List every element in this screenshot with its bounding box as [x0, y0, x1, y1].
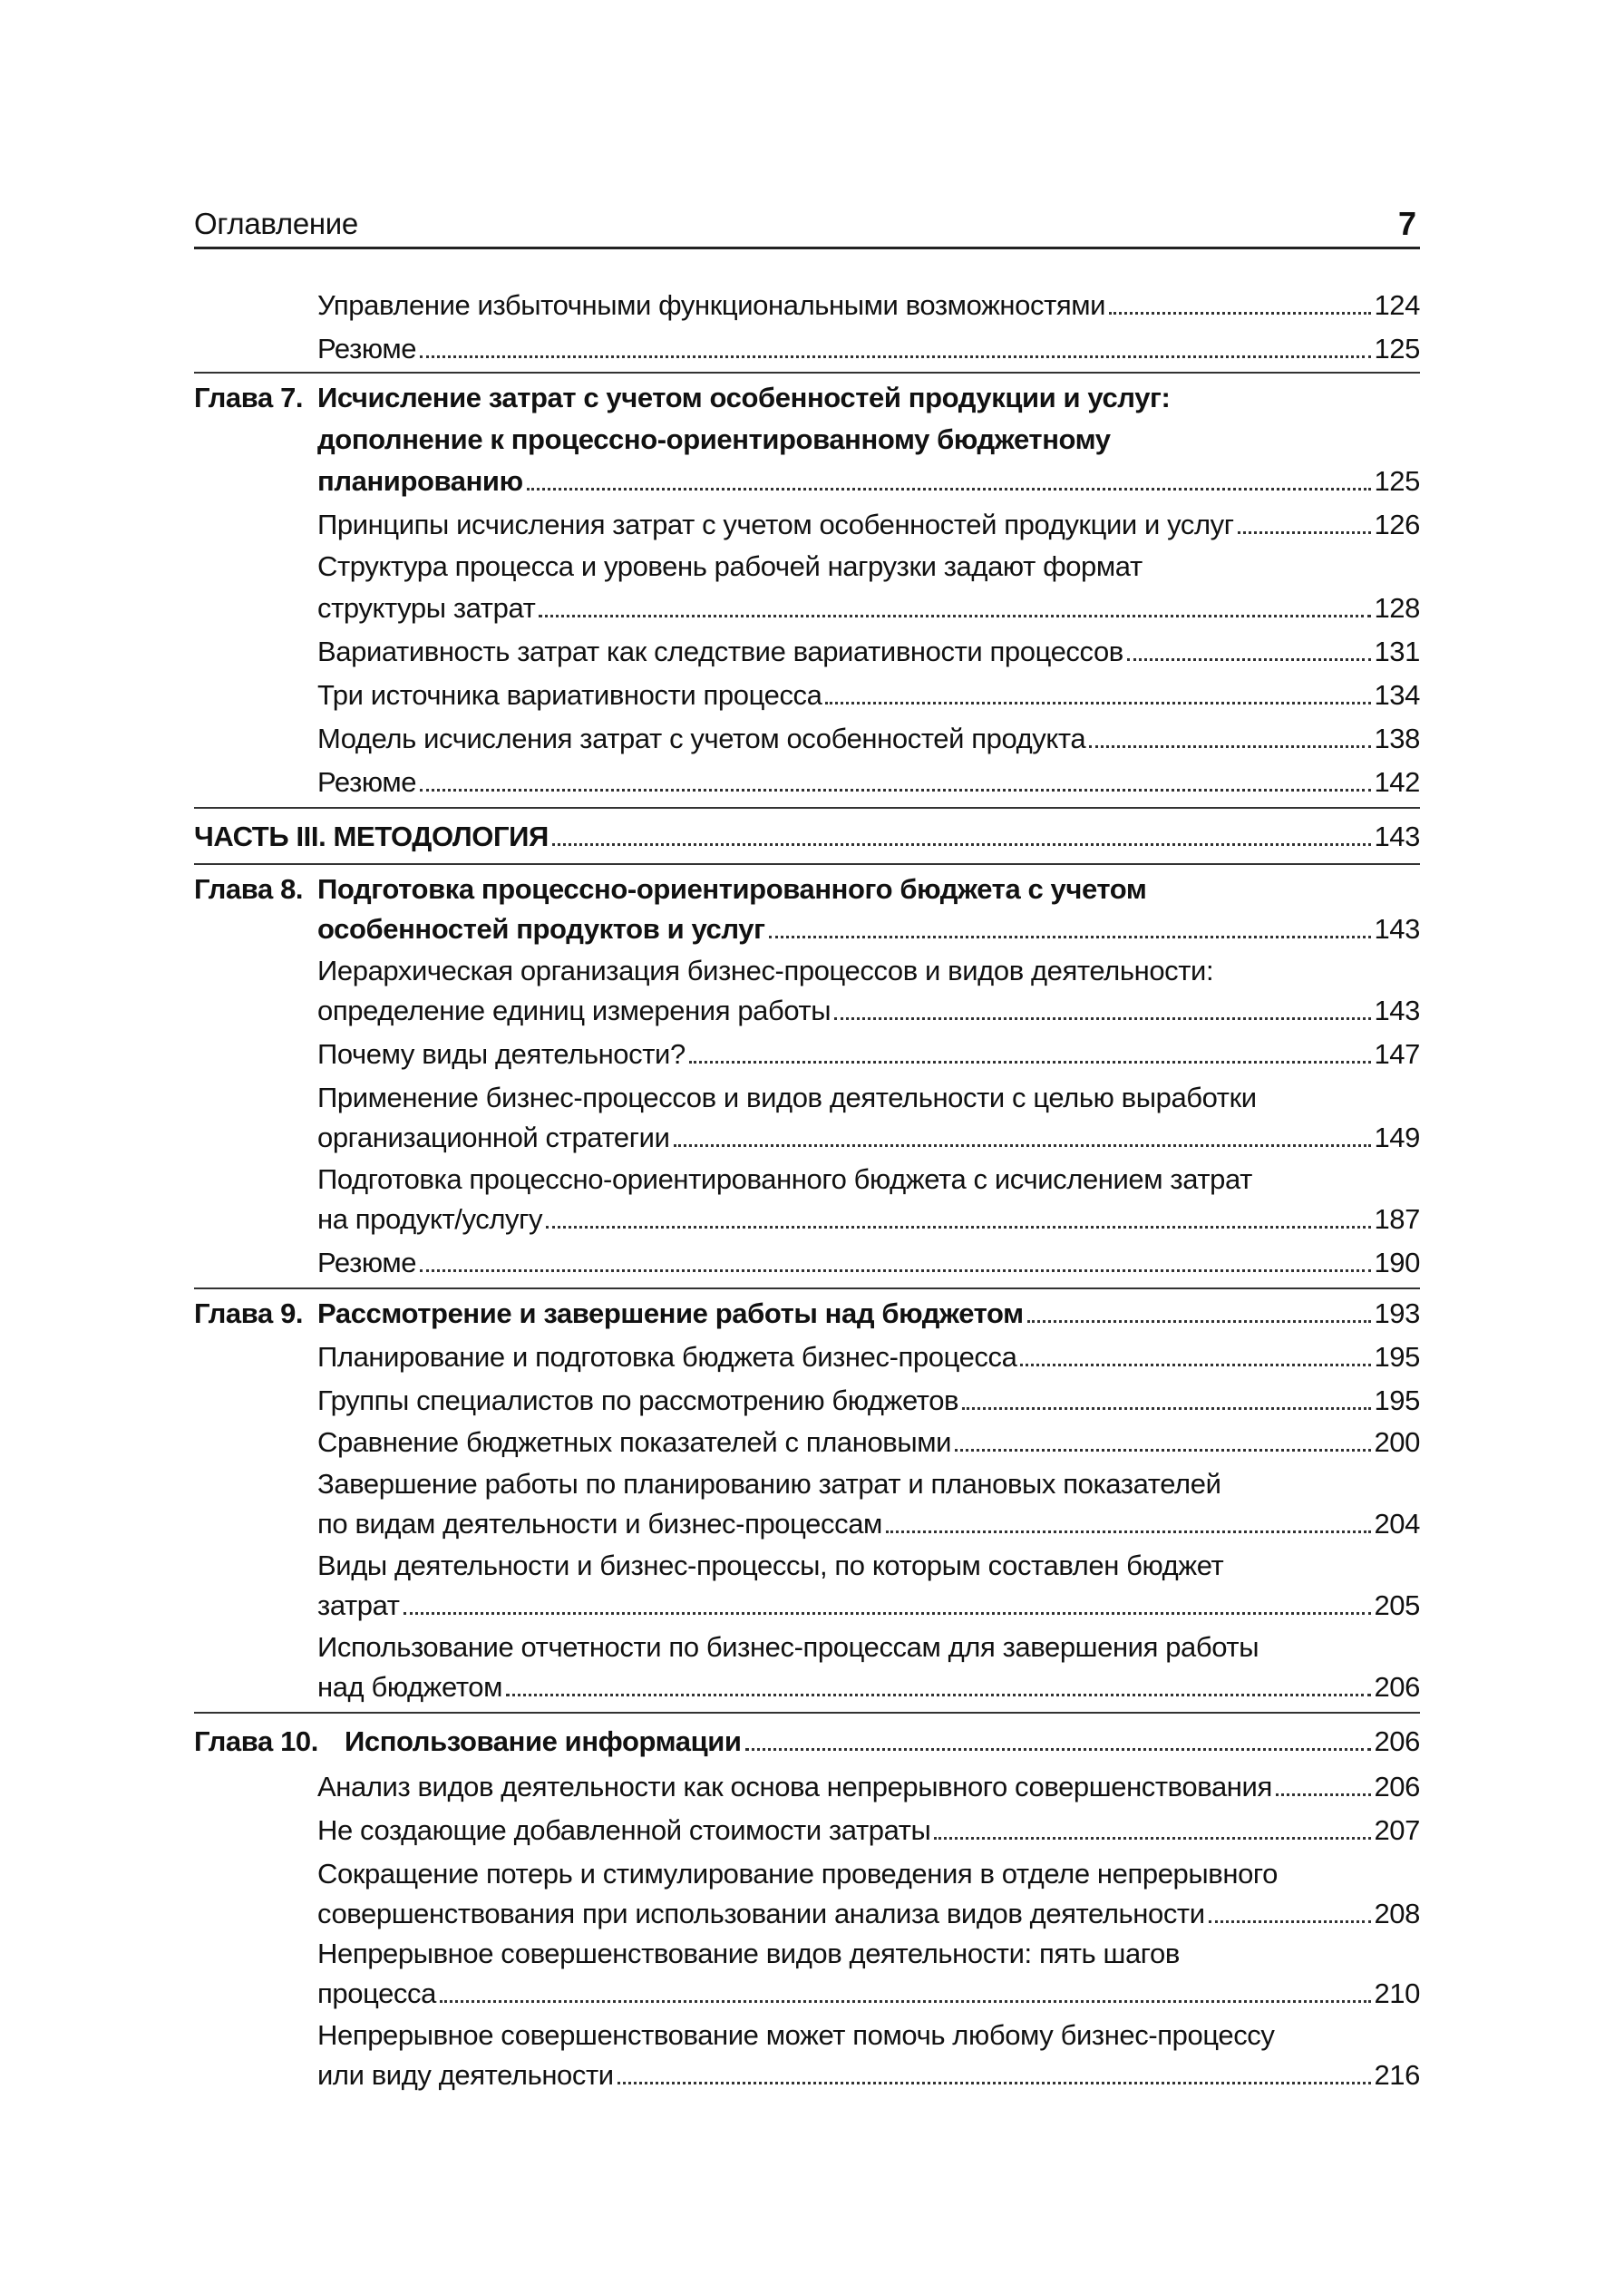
chapter-7-entry[interactable]: планированию 125: [317, 465, 1420, 497]
divider: [194, 1287, 1420, 1289]
page-number: 7: [1397, 205, 1416, 242]
toc-page: 138: [1374, 723, 1420, 754]
toc-entry-line1[interactable]: Подготовка процессно-ориентированного бюджета с исчислением затрат: [317, 1163, 1252, 1195]
toc-entry[interactable]: структуры затрат 128: [317, 592, 1420, 624]
toc-entry-line1[interactable]: Сокращение потерь и стимулирование проведения в отделе непрерывного: [317, 1858, 1278, 1890]
toc-entry[interactable]: процесса 210: [317, 1977, 1420, 2009]
toc-page: 207: [1374, 1814, 1420, 1846]
toc-page: 126: [1374, 509, 1420, 540]
toc-entry[interactable]: на продукт/услугу 187: [317, 1203, 1420, 1235]
divider: [194, 807, 1420, 809]
toc-page: 124: [1374, 289, 1420, 321]
toc-page: 190: [1374, 1247, 1420, 1278]
toc-page: 193: [1374, 1297, 1420, 1329]
toc-entry-line1[interactable]: Применение бизнес-процессов и видов деятельности с целью выработки: [317, 1082, 1257, 1113]
toc-page: 142: [1374, 766, 1420, 798]
toc-entry[interactable]: Резюме 142: [317, 766, 1420, 798]
toc-entry[interactable]: Резюме 125: [317, 333, 1420, 364]
toc-entry-line1[interactable]: Виды деятельности и бизнес-процессы, по которым составлен бюджет: [317, 1550, 1224, 1581]
toc-entry[interactable]: Почему виды деятельности? 147: [317, 1038, 1420, 1070]
toc-entry-line1[interactable]: Непрерывное совершенствование может помочь любому бизнес-процессу: [317, 2019, 1275, 2051]
chapter-10-label: Глава 10.: [194, 1725, 318, 1757]
toc-entry[interactable]: по видам деятельности и бизнес-процессам 204: [317, 1508, 1420, 1540]
toc-page: 208: [1374, 1898, 1420, 1929]
divider: [194, 1712, 1420, 1714]
toc-page: 206: [1374, 1725, 1420, 1757]
toc-page: 195: [1374, 1385, 1420, 1416]
toc-page: 143: [1374, 913, 1420, 945]
toc-entry[interactable]: Принципы исчисления затрат с учетом особенностей продукции и услуг 126: [317, 509, 1420, 540]
chapter-10-entry[interactable]: Использование информации 206: [345, 1725, 1420, 1757]
toc-page: 210: [1374, 1977, 1420, 2009]
toc-entry[interactable]: Управление избыточными функциональными возможностями 124: [317, 289, 1420, 321]
toc-entry-line1[interactable]: Структура процесса и уровень рабочей нагрузки задают формат: [317, 550, 1143, 582]
toc-page: 143: [1374, 995, 1420, 1026]
chapter-7-title-line2[interactable]: дополнение к процессно-ориентированному бюджетному: [317, 423, 1111, 455]
toc-page: 195: [1374, 1341, 1420, 1373]
toc-page: 147: [1374, 1038, 1420, 1070]
toc-page: 187: [1374, 1203, 1420, 1235]
toc-entry[interactable]: Вариативность затрат как следствие вариативности процессов 131: [317, 636, 1420, 667]
toc-entry[interactable]: затрат 205: [317, 1589, 1420, 1621]
chapter-7-label: Глава 7.: [194, 382, 304, 413]
toc-entry[interactable]: Сравнение бюджетных показателей с плановыми 200: [317, 1426, 1420, 1458]
toc-entry[interactable]: Три источника вариативности процесса 134: [317, 679, 1420, 711]
running-header-title: Оглавление: [194, 207, 358, 240]
chapter-9-label: Глава 9.: [194, 1297, 304, 1329]
toc-page: 204: [1374, 1508, 1420, 1540]
toc-entry[interactable]: Анализ видов деятельности как основа непрерывного совершенствования 206: [317, 1771, 1420, 1802]
toc-entry-line1[interactable]: Иерархическая организация бизнес-процессов и видов деятельности:: [317, 955, 1214, 986]
toc-page: 125: [1374, 333, 1420, 364]
toc-page: 206: [1374, 1671, 1420, 1703]
toc-entry-line1[interactable]: Завершение работы по планированию затрат и плановых показателей: [317, 1468, 1221, 1500]
toc-entry-line1[interactable]: Использование отчетности по бизнес-процессам для завершения работы: [317, 1631, 1259, 1663]
toc-entry[interactable]: Группы специалистов по рассмотрению бюджетов 195: [317, 1385, 1420, 1416]
toc-entry[interactable]: организационной стратегии 149: [317, 1122, 1420, 1153]
toc-entry[interactable]: определение единиц измерения работы 143: [317, 995, 1420, 1026]
divider: [194, 863, 1420, 865]
toc-page: 128: [1374, 592, 1420, 624]
toc-page: 143: [1374, 821, 1420, 852]
toc-page: 149: [1374, 1122, 1420, 1153]
toc-entry[interactable]: Не создающие добавленной стоимости затраты 207: [317, 1814, 1420, 1846]
chapter-8-entry[interactable]: особенностей продуктов и услуг 143: [317, 913, 1420, 945]
toc-page: 134: [1374, 679, 1420, 711]
toc-page: 131: [1374, 636, 1420, 667]
toc-entry[interactable]: над бюджетом 206: [317, 1671, 1420, 1703]
chapter-8-title-line1[interactable]: Подготовка процессно-ориентированного бюджета с учетом: [317, 873, 1147, 905]
divider: [194, 372, 1420, 374]
chapter-8-label: Глава 8.: [194, 873, 304, 905]
toc-entry[interactable]: Резюме 190: [317, 1247, 1420, 1278]
toc-entry[interactable]: или виду деятельности 216: [317, 2059, 1420, 2091]
toc-entry[interactable]: совершенствования при использовании анализа видов деятельности 208: [317, 1898, 1420, 1929]
part-3-entry[interactable]: ЧАСТЬ III. МЕТОДОЛОГИЯ 143: [194, 821, 1420, 852]
toc-entry-line1[interactable]: Непрерывное совершенствование видов деятельности: пять шагов: [317, 1938, 1180, 1969]
chapter-9-entry[interactable]: Рассмотрение и завершение работы над бюджетом 193: [317, 1297, 1420, 1329]
toc-entry[interactable]: Планирование и подготовка бюджета бизнес-процесса 195: [317, 1341, 1420, 1373]
chapter-7-title-line1[interactable]: Исчисление затрат с учетом особенностей продукции и услуг:: [317, 382, 1171, 413]
toc-entry[interactable]: Модель исчисления затрат с учетом особенностей продукта 138: [317, 723, 1420, 754]
toc-page: 205: [1374, 1589, 1420, 1621]
toc-page: 216: [1374, 2059, 1420, 2091]
toc-page: 200: [1374, 1426, 1420, 1458]
toc-page: 206: [1374, 1771, 1420, 1802]
toc-page: 125: [1374, 465, 1420, 497]
